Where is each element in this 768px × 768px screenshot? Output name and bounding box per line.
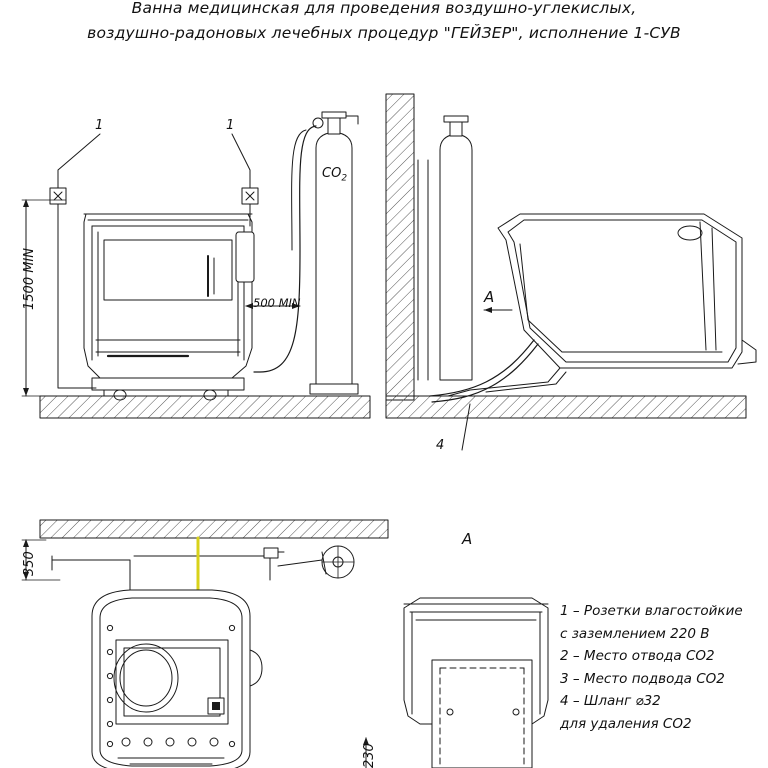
section-label-a: A <box>462 530 473 548</box>
dimension-1500-label: 1500 MIN <box>22 248 37 310</box>
floor-slab-left <box>40 396 370 418</box>
bath-front-view <box>84 214 254 400</box>
dimension-350-label: 350 <box>22 551 37 576</box>
co2-subscript: 2 <box>341 173 348 184</box>
legend-item: 4 – Шланг ⌀32 <box>560 693 661 709</box>
section-a-view <box>366 598 548 768</box>
co2-cylinder-side <box>418 116 472 380</box>
callout-4: 4 <box>436 438 445 453</box>
co2-label <box>322 166 347 184</box>
floor-slab-right <box>386 396 746 418</box>
title-line-1: Ванна медицинская для проведения воздушно-углекислых, <box>131 0 637 17</box>
co2-cylinder <box>254 112 358 394</box>
title-line-2: воздушно-радоновых лечебных процедур "ГЕЙЗЕР", исполнение 1-СУВ <box>87 24 681 42</box>
dimension-500-label: 500 MIN <box>253 296 301 310</box>
legend-item: 3 – Место подвода CO2 <box>560 670 725 687</box>
dimension-230-label: 230 <box>362 743 377 768</box>
pipe-right <box>134 556 270 580</box>
bath-plan-view <box>92 590 262 768</box>
callout-1-right: 1 <box>226 118 235 133</box>
socket-left <box>50 188 66 204</box>
co2-text: CO <box>322 166 342 181</box>
legend-item: 2 – Место отвода CO2 <box>560 648 715 664</box>
callout-1-left: 1 <box>95 118 104 133</box>
legend <box>560 600 743 735</box>
legend-item: 1 – Розетки влагостойкие <box>560 603 743 619</box>
legend-item: с заземлением 220 В <box>560 625 710 642</box>
legend-item: для удаления CO2 <box>560 715 692 732</box>
socket-right <box>242 188 258 204</box>
ceiling-slab <box>40 520 388 538</box>
leader-callout-1-left <box>58 134 100 188</box>
hose-reel <box>278 546 354 578</box>
wall-right <box>386 94 414 400</box>
section-arrow-label-a: A <box>484 288 495 306</box>
leader-callout-1-right <box>232 134 250 188</box>
